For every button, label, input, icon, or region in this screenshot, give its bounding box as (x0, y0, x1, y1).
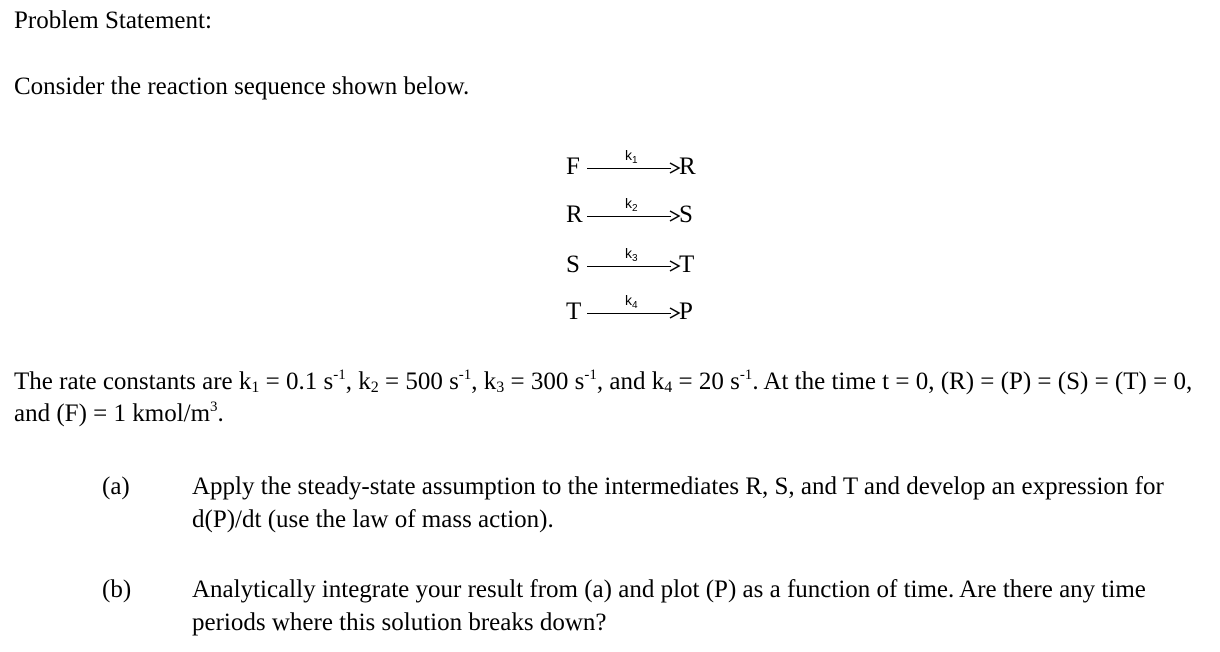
rate-constant-label: $k_1$ (625, 147, 638, 166)
rate-constant-label: $k_4$ (625, 292, 638, 311)
product-label: R (679, 153, 696, 180)
reactant-label: R (566, 201, 583, 228)
reaction-arrow (587, 195, 681, 230)
reaction-arrow (587, 245, 681, 280)
reactant-label: T (566, 298, 582, 325)
product-label: S (679, 201, 693, 228)
part-label: (a) (102, 473, 130, 500)
rate-constant-label: $k_2$ (625, 195, 638, 214)
problem-heading: Problem Statement: (14, 7, 212, 34)
rate-constants-paragraph: The rate constants are $k_1 = 0.1$ $s^{-1}$, $k_2 = 500$ $s^{-1}$, $k_3 = 300$ $s^{-1}$, and $k_4 = 20$ $s^{-1}$. At the time t = 0, (R) = (P) = (S) = (T) = 0, and (F) = 1 kmol/$m^3$. (14, 367, 1193, 427)
reaction-step-1 (566, 147, 706, 182)
product-label: T (679, 251, 695, 278)
part-text: Analytically integrate your result from (a) and plot (P) as a function of time. Are there any time periods where this solution breaks down? (192, 576, 1146, 636)
product-label: P (679, 298, 693, 325)
part-label: (b) (102, 576, 132, 603)
rate-constant-label: $k_3$ (625, 245, 638, 264)
reaction-arrow (587, 292, 681, 327)
reaction-arrow (587, 147, 681, 182)
reaction-step-3 (566, 245, 706, 280)
question-part-b (102, 573, 1182, 643)
part-text: Apply the steady-state assumption to the intermediates R, S, and T and develop an expression for d(P)/dt (use the law of mass action). (192, 473, 1164, 533)
reactant-label: S (566, 251, 580, 278)
question-part-a (102, 470, 1182, 540)
reaction-step-4 (566, 292, 706, 327)
intro-sentence: Consider the reaction sequence shown below. (14, 73, 470, 100)
reaction-step-2 (566, 195, 706, 230)
reactant-label: F (566, 153, 580, 180)
